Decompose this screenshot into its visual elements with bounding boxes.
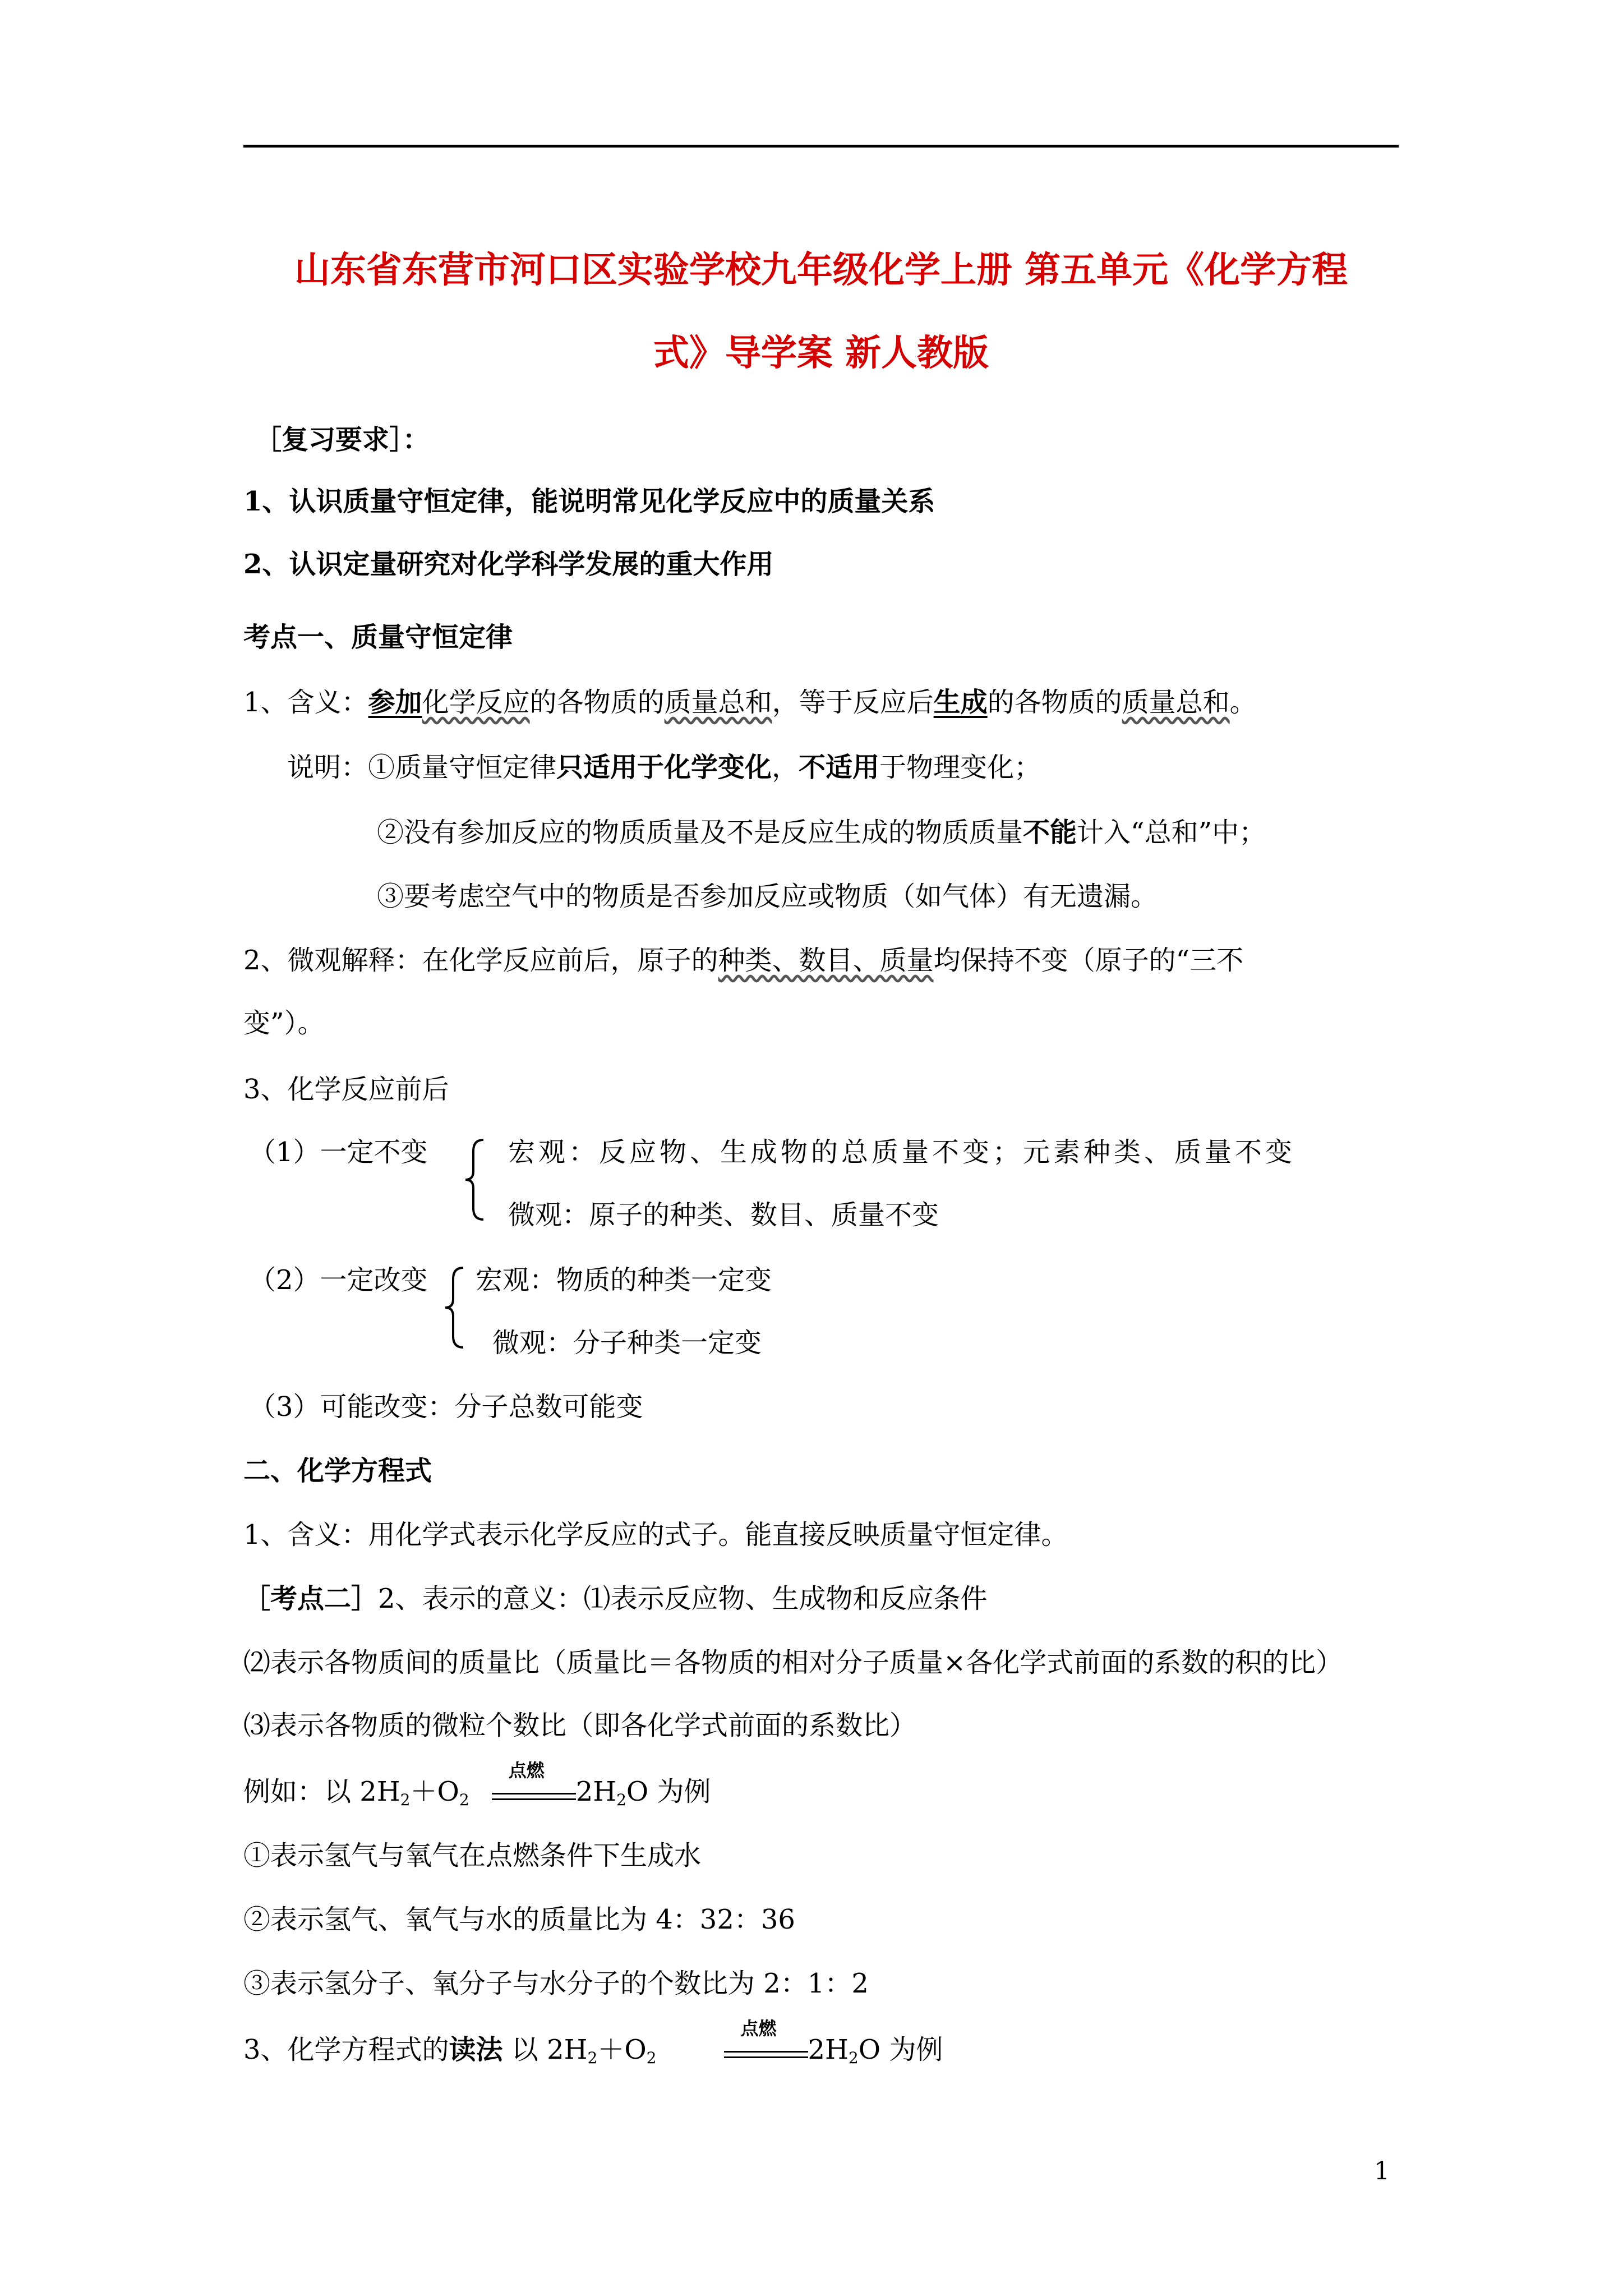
note-1-comma: ， <box>772 752 799 783</box>
micro-underlined: 种类、数目、质量 <box>718 945 934 976</box>
possibly-changed: （3）可能改变：分子总数可能变 <box>249 1391 643 1423</box>
definition-end: 。 <box>1229 687 1257 718</box>
definition-line <box>243 689 1257 716</box>
title-line-2: 式》导学案 新人教版 <box>653 332 989 374</box>
micro-text-2: 均保持不变（原子的“三不 <box>933 945 1244 976</box>
note-1-text: 说明：①质量守恒定律 <box>287 752 557 783</box>
example-equation <box>243 1759 711 1809</box>
reading-formula: 以 2H <box>502 2034 588 2065</box>
unchanged-macro: 宏观：反应物、生成物的总质量不变；元素种类、质量不变 <box>508 1137 1296 1168</box>
note-1 <box>287 754 1041 781</box>
equation-definition: 1、含义：用化学式表示化学反应的式子。能直接反映质量守恒定律。 <box>243 1519 1068 1550</box>
plus-oxygen: ＋O <box>597 2034 647 2065</box>
key-point-2-label: ［考点二］ <box>243 1583 379 1614</box>
brace-icon <box>443 1266 457 1350</box>
note-1-end: 于物理变化； <box>879 752 1041 783</box>
term-participate: 参加 <box>368 687 422 718</box>
term-mass-sum-1: 质量总和 <box>664 687 772 718</box>
subscript: 2 <box>646 2049 657 2067</box>
reaction-condition: 点燃 <box>740 2017 777 2039</box>
meaning-line-1 <box>243 1585 988 1612</box>
micro-explanation-cont: 变”）。 <box>243 1007 325 1039</box>
plus-oxygen: ＋O <box>410 1776 459 1807</box>
note-2-bold: 不能 <box>1023 817 1077 848</box>
section-1-heading: 考点一、质量守恒定律 <box>243 622 513 653</box>
equals-bar <box>492 1798 576 1800</box>
term-chem-reaction: 化学反应 <box>422 687 530 718</box>
subscript: 2 <box>459 1791 469 1809</box>
subscript: 2 <box>616 1791 626 1809</box>
reading-suffix: O 为例 <box>858 2034 943 2065</box>
title-line-1: 山东省东营市河口区实验学校九年级化学上册 第五单元《化学方程 <box>294 249 1348 291</box>
note-1-bold: 只适用于化学变化 <box>556 752 772 783</box>
meaning-line-2: ⑵表示各物质间的质量比（质量比＝各物质的相对分子质量×各化学式前面的系数的积的比） <box>243 1647 1343 1678</box>
reading-line <box>243 2017 943 2067</box>
reading-bold: 读法 <box>449 2034 503 2065</box>
note-3: ③要考虑空气中的物质是否参加反应或物质（如气体）有无遗漏。 <box>377 881 1158 912</box>
unchanged-label: （1）一定不变 <box>249 1137 428 1168</box>
term-mass-sum-2: 质量总和 <box>1122 687 1230 718</box>
requirement-2: 2、认识定量研究对化学科学发展的重大作用 <box>243 549 774 580</box>
brace-icon <box>463 1138 477 1222</box>
changed-micro: 微观：分子种类一定变 <box>492 1327 762 1359</box>
section-2-heading: 二、化学方程式 <box>243 1455 432 1487</box>
example-suffix: O 为例 <box>626 1776 711 1807</box>
example-meaning-3: ③表示氢分子、氧分子与水分子的个数比为 2：1：2 <box>243 1968 869 1999</box>
changed-label: （2）一定改变 <box>249 1264 428 1296</box>
note-2-end: 计入“总和”中； <box>1077 817 1266 848</box>
note-2-text: ②没有参加反应的物质质量及不是反应生成的物质质量 <box>377 817 1023 848</box>
product: 2H <box>575 1776 617 1807</box>
note-2 <box>377 819 1266 846</box>
definition-text: 的各物质的 <box>529 687 665 718</box>
changed-macro: 宏观：物质的种类一定变 <box>476 1264 772 1296</box>
micro-text: 2、微观解释：在化学反应前后，原子的 <box>243 945 718 976</box>
reading-prefix: 3、化学方程式的 <box>243 2034 449 2065</box>
subscript: 2 <box>587 2049 598 2067</box>
example-meaning-1: ①表示氢气与氧气在点燃条件下生成水 <box>243 1840 702 1871</box>
meaning-line-3: ⑶表示各物质的微粒个数比（即各化学式前面的系数比） <box>243 1710 917 1741</box>
reaction-arrow <box>492 1759 576 1807</box>
micro-explanation <box>243 947 1243 974</box>
equals-bar <box>492 1793 576 1795</box>
definition-text-2: ，等于反应后 <box>772 687 934 718</box>
subscript: 2 <box>848 2049 859 2067</box>
product: 2H <box>808 2034 849 2065</box>
header-rule <box>243 145 1399 148</box>
note-1-bold-2: 不适用 <box>799 752 880 783</box>
reaction-arrow <box>724 2017 808 2065</box>
unchanged-micro: 微观：原子的种类、数目、质量不变 <box>508 1199 939 1231</box>
definition-prefix: 1、含义： <box>243 687 368 718</box>
example-prefix: 例如：以 2H <box>243 1776 400 1807</box>
equals-bar <box>724 2051 808 2053</box>
reaction-condition: 点燃 <box>508 1759 545 1781</box>
before-after-heading: 3、化学反应前后 <box>243 1074 449 1105</box>
page-number: 1 <box>1374 2157 1390 2185</box>
review-heading: ［复习要求］： <box>255 424 430 455</box>
example-meaning-2: ②表示氢气、氧气与水的质量比为 4：32：36 <box>243 1904 795 1935</box>
definition-text-3: 的各物质的 <box>987 687 1122 718</box>
subscript: 2 <box>400 1791 411 1809</box>
term-produce: 生成 <box>933 687 988 718</box>
requirement-1: 1、认识质量守恒定律，能说明常见化学反应中的质量关系 <box>243 486 935 517</box>
equals-bar <box>724 2056 808 2058</box>
meaning-1-text: 2、表示的意义：⑴表示反应物、生成物和反应条件 <box>378 1583 988 1614</box>
